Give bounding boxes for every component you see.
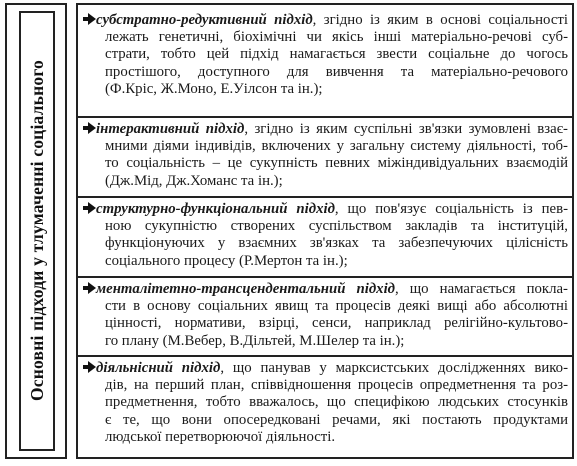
arrow-icon: [83, 282, 96, 294]
item-line: дів, на перший план, співвідношення процесів опредметнення та роз-: [105, 377, 568, 394]
approach-item: [78, 121, 572, 190]
item-line: цінності, нормативи, взірці, сенси, наприклад релігійно-культово-: [105, 315, 568, 332]
side-title: Основні підходи у тлумаченні соціального: [26, 60, 47, 402]
item-line: (Дж.Мід, Дж.Хоманс та ін.);: [105, 172, 283, 189]
separator: [78, 276, 572, 278]
item-line: предметнення, тобто вважалось, що специфікою людських стосунків: [105, 394, 568, 411]
approach-item: [78, 360, 572, 446]
side-title-frame: [19, 11, 55, 451]
approach-text: , що панував у марксистських дослідженнях вико-: [220, 360, 568, 376]
item-line: простішого, доступного для вивчення та матеріально-речового: [105, 63, 568, 80]
approach-text: , що пов'язує соціальність із пев-: [334, 201, 568, 217]
item-line: людської перетворюючої діяльності.: [105, 428, 336, 445]
item-first-line: [83, 121, 568, 138]
item-first-line: [83, 201, 568, 218]
side-frame: [5, 3, 67, 459]
approach-term: інтерактивний підхід: [96, 121, 245, 137]
item-line: го плану (М.Вебер, В.Дільтей, М.Шелер та ін.);: [105, 332, 405, 349]
approach-item: [78, 201, 572, 270]
separator: [78, 116, 572, 118]
approach-text: , що намагається покла-: [395, 281, 568, 297]
item-line: ною сукупністю створених суспільством закладів та інституцій,: [105, 218, 568, 235]
approach-item: [78, 281, 572, 350]
item-first-line: [83, 281, 568, 298]
item-first-line: [83, 12, 568, 29]
approach-text: , згідно із яким суспільні зв'язки зумовлені взає-: [244, 121, 568, 137]
item-line: лежать генетичні, біохімічні чи якісь інші матеріально-речові суб-: [105, 29, 568, 46]
item-line: соціального процесу (Р.Мертон та ін.);: [105, 252, 348, 269]
approach-item: [78, 12, 572, 98]
arrow-icon: [83, 122, 96, 134]
item-line: функціонуючих у взаємних зв'язках та забезпечуючих цілісність: [105, 235, 568, 252]
item-line: страти, тобто цей підхід намагається звести соціальне до чогось: [105, 46, 568, 63]
approach-text: , згідно із яким в основі соціальності: [312, 12, 568, 28]
item-line: сти в основу соціальних явищ та процесів деякі вищі або абсолютні: [105, 298, 568, 315]
approach-term: менталітетно-трансцендентальний підхід: [96, 281, 396, 297]
arrow-icon: [83, 13, 96, 25]
item-line: мними діями індивідів, включених у загальну систему діяльності, тоб-: [105, 138, 568, 155]
approaches-box: [76, 3, 574, 459]
item-line: є те, що вони опосередковані речами, які постають продуктами: [105, 411, 568, 428]
approach-term: діяльнісний підхід: [96, 360, 221, 376]
item-line: то соціальність – це сукупність певних міжіндивідуальних взаємодій: [105, 155, 568, 172]
arrow-icon: [83, 361, 96, 373]
item-line: (Ф.Кріс, Ж.Моно, Е.Уілсон та ін.);: [105, 80, 323, 97]
separator: [78, 355, 572, 357]
arrow-icon: [83, 202, 96, 214]
item-first-line: [83, 360, 568, 377]
separator: [78, 196, 572, 198]
approach-term: структурно-функціональний підхід: [96, 201, 335, 217]
approach-term: субстратно-редуктивний підхід: [96, 12, 313, 28]
